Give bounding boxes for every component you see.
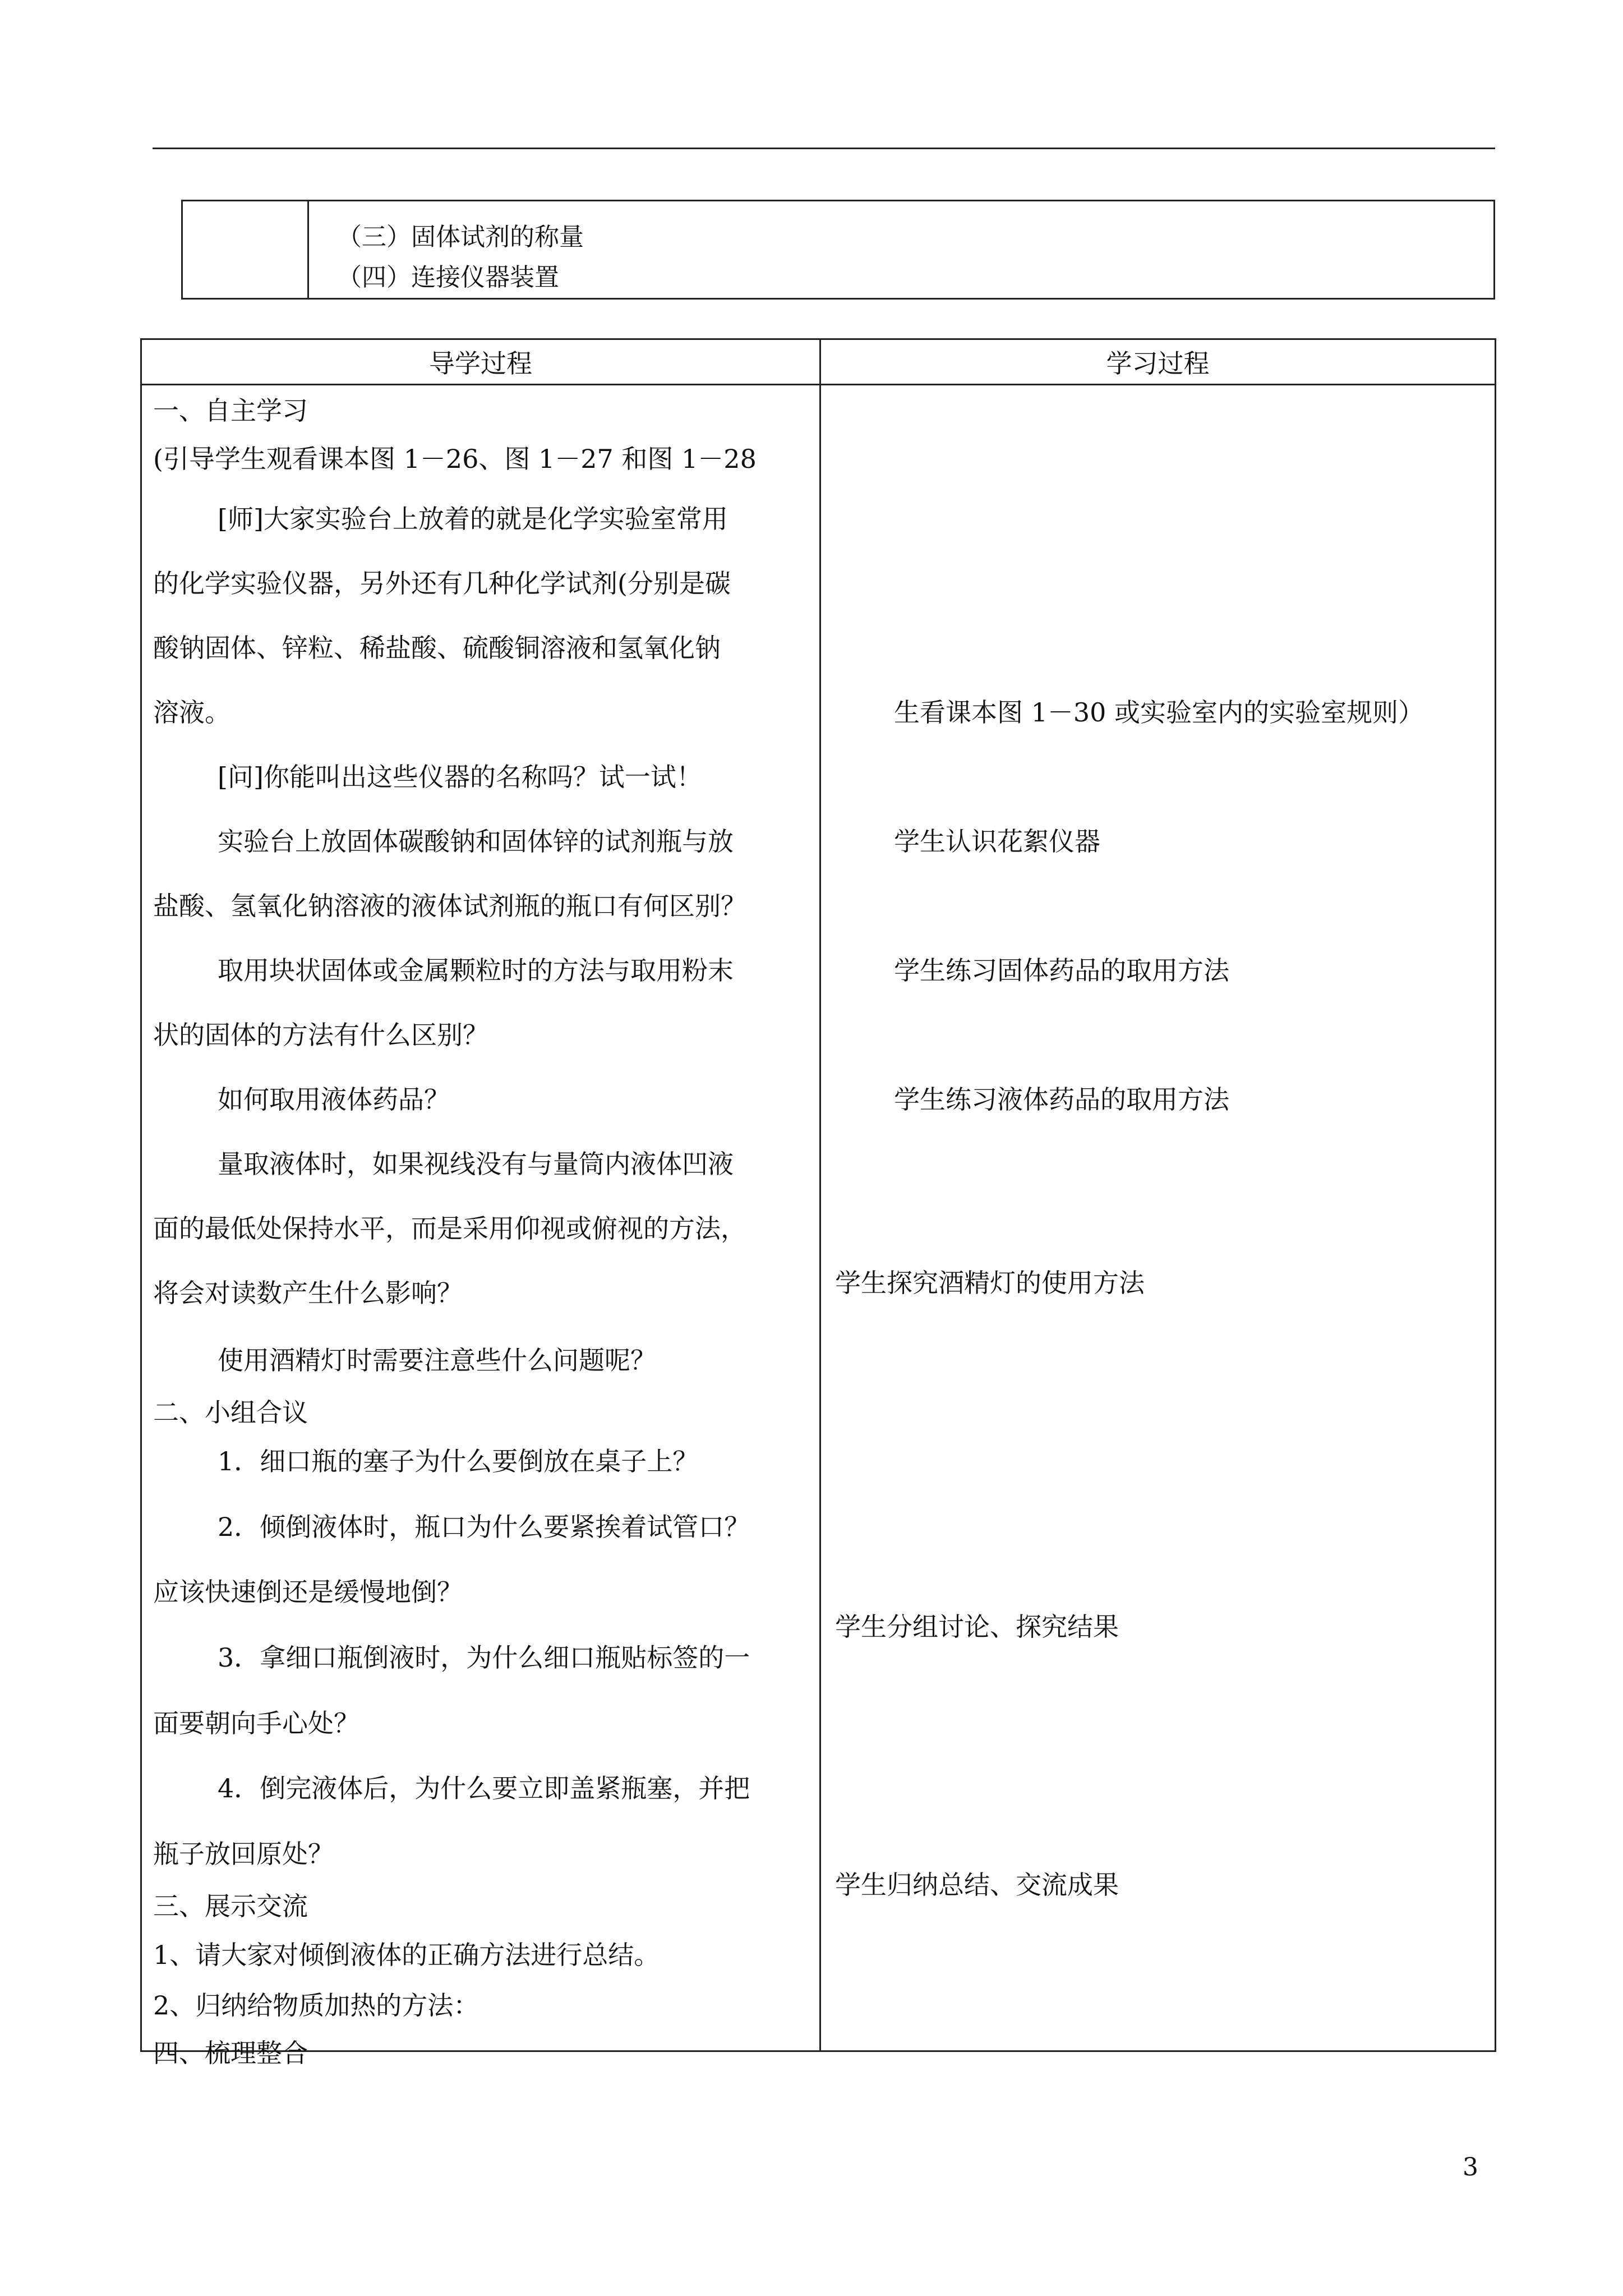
question-3: 如何取用液体药品？ bbox=[218, 1084, 450, 1115]
section-3-item-1: 1、请大家对倾倒液体的正确方法进行总结。 bbox=[153, 1940, 660, 1970]
group-q1: 1．细口瓶的塞子为什么要倒放在桌子上？ bbox=[218, 1446, 699, 1476]
teacher-para-3: 酸钠固体、锌粒、稀盐酸、硫酸铜溶液和氢氧化钠 bbox=[153, 633, 721, 663]
ask-line: [问]你能叫出这些仪器的名称吗？试一试！ bbox=[218, 762, 702, 792]
section-1-title: 一、自主学习 bbox=[153, 395, 308, 426]
question-5: 使用酒精灯时需要注意些什么问题呢？ bbox=[218, 1345, 656, 1375]
activity-6: 学生分组讨论、探究结果 bbox=[835, 1612, 1119, 1642]
group-q2a: 2．倾倒液体时，瓶口为什么要紧挨着试管口？ bbox=[218, 1512, 750, 1542]
activity-7: 学生归纳总结、交流成果 bbox=[835, 1870, 1119, 1900]
left-column bbox=[141, 385, 820, 2068]
group-q4b: 瓶子放回原处？ bbox=[153, 1839, 334, 1869]
top-table-empty-cell bbox=[182, 201, 308, 299]
header-rule bbox=[153, 148, 1495, 149]
group-q4a: 4．倒完液体后，为什么要立即盖紧瓶塞，并把 bbox=[218, 1773, 750, 1803]
header-left: 导学过程 bbox=[141, 339, 820, 385]
question-4b: 面的最低处保持水平，而是采用仰视或俯视的方法， bbox=[153, 1213, 746, 1244]
section-3-title: 三、展示交流 bbox=[153, 1891, 308, 1921]
question-4a: 量取液体时，如果视线没有与量筒内液体凹液 bbox=[218, 1149, 734, 1179]
top-line-1: （三）固体试剂的称量 bbox=[337, 223, 584, 251]
group-q2b: 应该快速倒还是缓慢地倒？ bbox=[153, 1577, 463, 1607]
top-table bbox=[181, 200, 1495, 300]
activity-2: 学生认识花絮仪器 bbox=[894, 826, 1100, 857]
teacher-para-2: 的化学实验仪器，另外还有几种化学试剂(分别是碳 bbox=[153, 568, 731, 599]
group-q3a: 3．拿细口瓶倒液时，为什么细口瓶贴标签的一 bbox=[218, 1642, 750, 1673]
question-2a: 取用块状固体或金属颗粒时的方法与取用粉末 bbox=[218, 955, 734, 986]
top-line-2: （四）连接仪器装置 bbox=[337, 263, 559, 292]
teacher-para-4: 溶液。 bbox=[153, 697, 230, 728]
question-2b: 状的固体的方法有什么区别？ bbox=[153, 1020, 488, 1050]
section-2-title: 二、小组合议 bbox=[153, 1397, 308, 1428]
top-table-content-cell bbox=[308, 201, 1495, 299]
activity-3: 学生练习固体药品的取用方法 bbox=[894, 955, 1229, 986]
section-4-title: 四、梳理整合 bbox=[153, 2038, 308, 2068]
activity-4: 学生练习液体药品的取用方法 bbox=[894, 1084, 1229, 1115]
question-1b: 盐酸、氢氧化钠溶液的液体试剂瓶的瓶口有何区别？ bbox=[153, 891, 746, 921]
right-column bbox=[820, 385, 1496, 2051]
page-number: 3 bbox=[1463, 2153, 1478, 2182]
question-1a: 实验台上放固体碳酸钠和固体锌的试剂瓶与放 bbox=[218, 826, 734, 857]
teacher-para-1: [师]大家实验台上放着的就是化学实验室常用 bbox=[218, 504, 728, 534]
main-table bbox=[140, 338, 1496, 2068]
activity-5: 学生探究酒精灯的使用方法 bbox=[835, 1268, 1145, 1298]
group-q3b: 面要朝向手心处？ bbox=[153, 1708, 359, 1738]
section-1-line: (引导学生观看课本图 1－26、图 1－27 和图 1－28 bbox=[153, 444, 757, 474]
section-3-item-2: 2、归纳给物质加热的方法： bbox=[153, 1990, 479, 2021]
header-right: 学习过程 bbox=[820, 339, 1496, 385]
question-4c: 将会对读数产生什么影响？ bbox=[153, 1278, 463, 1308]
activity-1: 生看课本图 1－30 或实验室内的实验室规则） bbox=[894, 697, 1424, 728]
